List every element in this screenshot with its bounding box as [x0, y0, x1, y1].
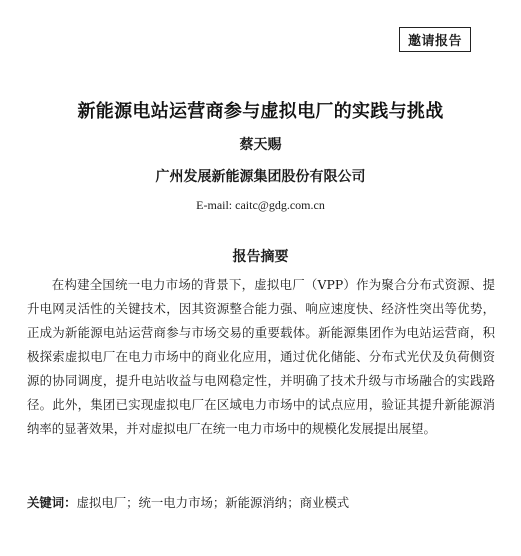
abstract-heading: 报告摘要 [232, 249, 289, 265]
paper-title: 新能源电站运营商参与虚拟电厂的实践与挑战 [77, 101, 444, 122]
author-email: E-mail: caitc@gdg.com.cn [196, 198, 325, 212]
abstract-body: 在构建全国统一电力市场的背景下，虚拟电厂（VPP）作为聚合分布式资源、提升电网灵活性的关键技术，因其资源整合能力强、响应速度快、经济性突出等优势，正成为新能源电站运营商参与市场交易的重要载体。新能源集团作为电站运营商，积极探索虚拟电厂在电力市场中的商业化应用，通过优化储能、分布式光伏及负荷侧资源的协同调度，提升电站收益与电网稳定性，并明确了技术升级与市场融合的实践路径。此外，集团已实现虚拟电厂在区域电力市场中的试点应用，验证其提升新能源消纳率的显著效果，并对虚拟电厂在统一电力市场中的规模化发展提出展望。 [27, 277, 495, 436]
author-affiliation: 广州发展新能源集团股份有限公司 [155, 169, 366, 185]
keywords-label: 关键词： [27, 495, 77, 510]
author-name: 蔡天赐 [239, 137, 282, 153]
invited-report-badge: 邀请报告 [399, 27, 471, 52]
keywords-line [27, 493, 495, 513]
keywords-value: 虚拟电厂；统一电力市场；新能源消纳；商业模式 [76, 495, 350, 510]
